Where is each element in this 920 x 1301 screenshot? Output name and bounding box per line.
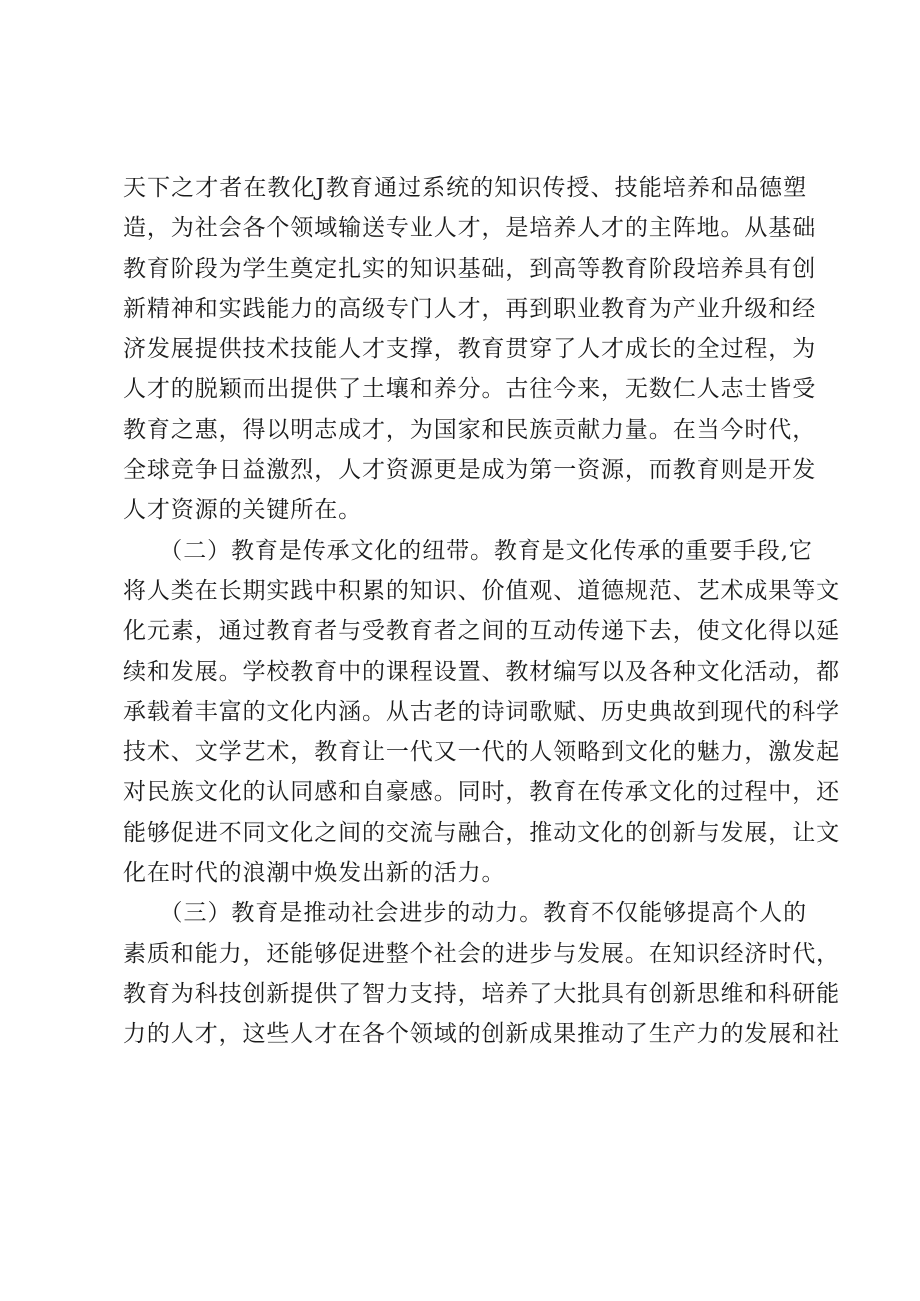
- text-line: 天下之才者在教化J教育通过系统的知识传授、技能培养和品德塑: [123, 175, 807, 201]
- paragraph-society: [123, 893, 840, 1054]
- text-line: 人才资源的关键所在。: [123, 497, 362, 524]
- text-line: 新精神和实践能力的高级专门人才，再到职业教育为产业升级和经: [123, 295, 817, 322]
- text-line: （二）教育是传承文化的纽带。教育是文化传承的重要手段,它: [123, 537, 813, 564]
- text-line: 人才的脱颖而出提供了土壤和养分。古往今来，无数仁人志士皆受: [123, 376, 817, 403]
- text-line: 造，为社会各个领域输送专业人才，是培养人才的主阵地。从基础: [123, 215, 817, 242]
- text-line: （三）教育是推动社会进步的动力。教育不仅能够提高个人的: [123, 900, 807, 927]
- text-line: 济发展提供技术技能人才支撑，教育贯穿了人才成长的全过程，为: [123, 336, 817, 363]
- text-line: 教育为科技创新提供了智力支持，培养了大批具有创新思维和科研能: [123, 980, 840, 1007]
- text-line: 素质和能力，还能够促进整个社会的进步与发展。在知识经济时代，: [123, 940, 840, 967]
- text-line: 化元素，通过教育者与受教育者之间的互动传递下去，使文化得以延: [123, 618, 840, 645]
- text-line: 将人类在长期实践中积累的知识、价值观、道德规范、艺术成果等文: [123, 577, 840, 604]
- text-line: 力的人才，这些人才在各个领域的创新成果推动了生产力的发展和社: [123, 1021, 840, 1048]
- paragraph-culture: [123, 531, 840, 894]
- text-line: 教育之惠，得以明志成才，为国家和民族贡献力量。在当今时代，: [123, 416, 817, 443]
- text-line: 教育阶段为学生奠定扎实的知识基础，到高等教育阶段培养具有创: [123, 255, 817, 282]
- paragraph-talent: [123, 168, 817, 531]
- text-line: 技术、文学艺术，教育让一代又一代的人领略到文化的魅力，激发起: [123, 739, 840, 766]
- text-line: 化在时代的浪潮中焕发出新的活力。: [123, 860, 506, 887]
- document-page: [123, 168, 840, 1055]
- text-line: 能够促进不同文化之间的交流与融合，推动文化的创新与发展，让文: [123, 819, 840, 846]
- text-line: 对民族文化的认同感和自豪感。同时，教育在传承文化的过程中，还: [123, 779, 840, 806]
- text-line: 全球竞争日益激烈，人才资源更是成为第一资源，而教育则是开发: [123, 457, 817, 484]
- text-line: 承载着丰富的文化内涵。从古老的诗词歌赋、历史典故到现代的科学: [123, 698, 840, 725]
- text-line: 续和发展。学校教育中的课程设置、教材编写以及各种文化活动，都: [123, 658, 840, 685]
